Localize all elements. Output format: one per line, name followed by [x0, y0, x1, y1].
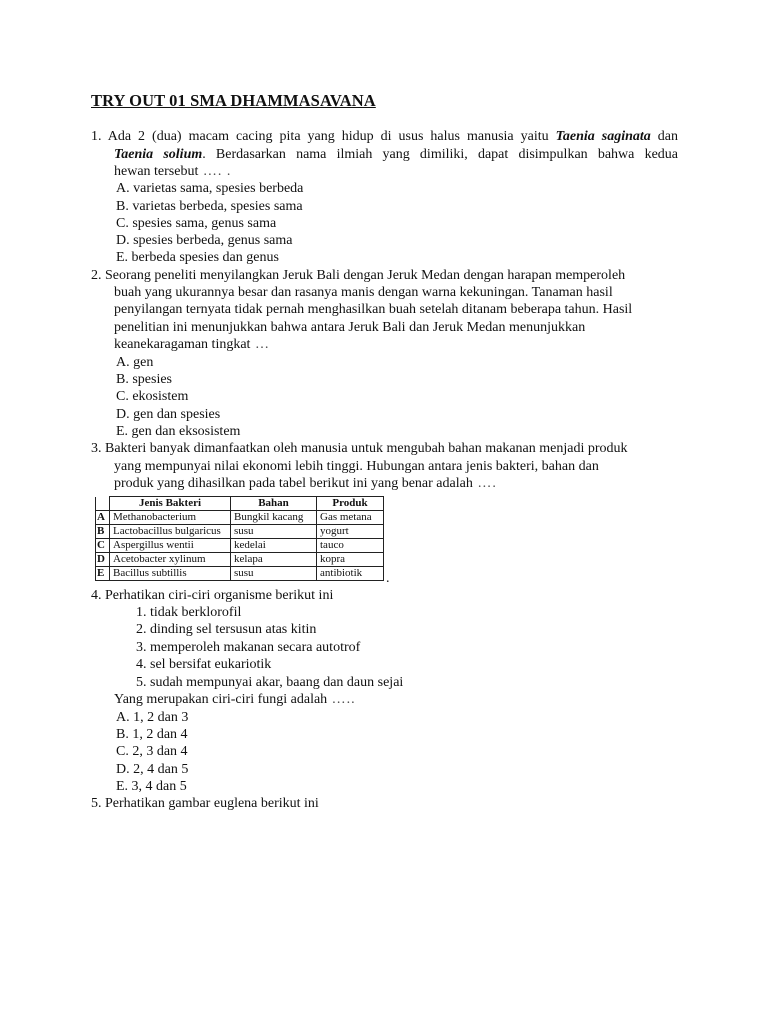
cell-bahan: kelapa — [231, 553, 317, 567]
q1-option-c: C. spesies sama, genus sama — [116, 216, 277, 231]
table-header-row — [96, 497, 384, 511]
table-row — [96, 539, 384, 553]
q2-line-4: penelitian ini menunjukkan bahwa antara Jeruk Bali dan Jeruk Medan menunjukkan — [114, 320, 586, 335]
q2-line-5 — [114, 336, 270, 353]
cell-bakteri: Bacillus subtillis — [110, 567, 231, 581]
table-row — [96, 511, 384, 525]
q2-dots: … — [250, 337, 270, 352]
cell-produk: kopra — [317, 553, 384, 567]
cell-produk: antibiotik — [317, 567, 384, 581]
q2-line-1: 2. Seorang peneliti menyilangkan Jeruk Bali dengan Jeruk Medan dengan harapan memperoleh — [91, 268, 626, 283]
cell-bahan: susu — [231, 567, 317, 581]
q1-option-b: B. varietas berbeda, spesies sama — [116, 199, 303, 214]
q3-line-2: yang mempunyai nilai ekonomi lebih tinggi. Hubungan antara jenis bakteri, bahan dan — [114, 459, 599, 474]
q1-option-e: E. berbeda spesies dan genus — [116, 250, 279, 265]
q1-text-d: hewan tersebut — [114, 164, 199, 179]
q4-prompt-text: Yang merupakan ciri-ciri fungi adalah — [114, 692, 328, 707]
q2-option-a: A. gen — [116, 355, 154, 370]
q3-line-1: 3. Bakteri banyak dimanfaatkan oleh manusia untuk mengubah bahan makanan menjadi produk — [91, 441, 628, 456]
table-header-bakteri: Jenis Bakteri — [110, 497, 231, 511]
cell-bahan: susu — [231, 525, 317, 539]
q4-item-1: 1. tidak berklorofil — [136, 605, 242, 620]
q4-option-e: E. 3, 4 dan 5 — [116, 779, 187, 794]
row-letter: B — [96, 525, 110, 539]
q4-dots: ….. — [327, 692, 356, 707]
cell-produk: tauco — [317, 539, 384, 553]
q1-option-d: D. spesies berbeda, genus sama — [116, 233, 293, 248]
cell-bakteri: Methanobacterium — [110, 511, 231, 525]
q4-option-c: C. 2, 3 dan 4 — [116, 744, 188, 759]
q2-line-3: penyilangan ternyata tidak pernah menghasilkan buah setelah ditanam beberapa tahun. Hasil — [114, 302, 633, 317]
q3-trailing-period: . — [386, 571, 390, 586]
q2-line-2: buah yang ukurannya besar dan rasanya manis dengan warna kekuningan. Tanaman hasil — [114, 285, 613, 300]
q4-option-a: A. 1, 2 dan 3 — [116, 710, 189, 725]
table-header-bahan: Bahan — [231, 497, 317, 511]
row-letter: D — [96, 553, 110, 567]
q3-line-3 — [114, 475, 497, 492]
table-header-produk: Produk — [317, 497, 384, 511]
q1-line-1 — [91, 128, 678, 145]
table-row — [96, 553, 384, 567]
table-row — [96, 567, 384, 581]
q4-item-2: 2. dinding sel tersusun atas kitin — [136, 622, 317, 637]
table-header-blank — [96, 497, 110, 511]
row-letter: E — [96, 567, 110, 581]
q2-option-b: B. spesies — [116, 372, 172, 387]
cell-bakteri: Acetobacter xylinum — [110, 553, 231, 567]
q5-line-1: 5. Perhatikan gambar euglena berikut ini — [91, 796, 319, 811]
q4-prompt — [114, 691, 356, 708]
q1-species-1: Taenia saginata — [555, 129, 651, 144]
cell-produk: yogurt — [317, 525, 384, 539]
q4-item-4: 4. sel bersifat eukariotik — [136, 657, 272, 672]
q1-text-b: dan — [650, 129, 679, 144]
bacteria-table — [95, 496, 384, 581]
cell-bakteri: Aspergillus wentii — [110, 539, 231, 553]
cell-bahan: kedelai — [231, 539, 317, 553]
row-letter: A — [96, 511, 110, 525]
q1-species-2: Taenia solium — [114, 147, 203, 162]
q2-option-d: D. gen dan spesies — [116, 407, 221, 422]
q2-text-e: keanekaragaman tingkat — [114, 337, 251, 352]
table-row — [96, 525, 384, 539]
q4-item-3: 3. memperoleh makanan secara autotrof — [136, 640, 361, 655]
q1-line-2 — [114, 146, 678, 163]
row-letter: C — [96, 539, 110, 553]
document-title: TRY OUT 01 SMA DHAMMASAVANA — [91, 91, 376, 110]
cell-produk: Gas metana — [317, 511, 384, 525]
cell-bahan: Bungkil kacang — [231, 511, 317, 525]
q3-dots: …. — [472, 476, 497, 491]
q4-line-1: 4. Perhatikan ciri-ciri organisme berikut ini — [91, 588, 334, 603]
cell-bakteri: Lactobacillus bulgaricus — [110, 525, 231, 539]
q1-dots: …. . — [198, 164, 232, 179]
q1-text-a: 1. Ada 2 (dua) macam cacing pita yang hidup di usus halus manusia yaitu — [91, 129, 556, 144]
q1-line-3 — [114, 163, 231, 180]
q3-text-c: produk yang dihasilkan pada tabel berikut ini yang benar adalah — [114, 476, 473, 491]
q4-option-b: B. 1, 2 dan 4 — [116, 727, 188, 742]
q4-item-5: 5. sudah mempunyai akar, baang dan daun sejai — [136, 675, 404, 690]
q4-option-d: D. 2, 4 dan 5 — [116, 762, 189, 777]
q2-option-e: E. gen dan eksosistem — [116, 424, 241, 439]
q2-option-c: C. ekosistem — [116, 389, 189, 404]
q1-option-a: A. varietas sama, spesies berbeda — [116, 181, 304, 196]
q1-text-c: . Berdasarkan nama ilmiah yang dimiliki, dapat disimpulkan bahwa kedua — [202, 147, 678, 162]
